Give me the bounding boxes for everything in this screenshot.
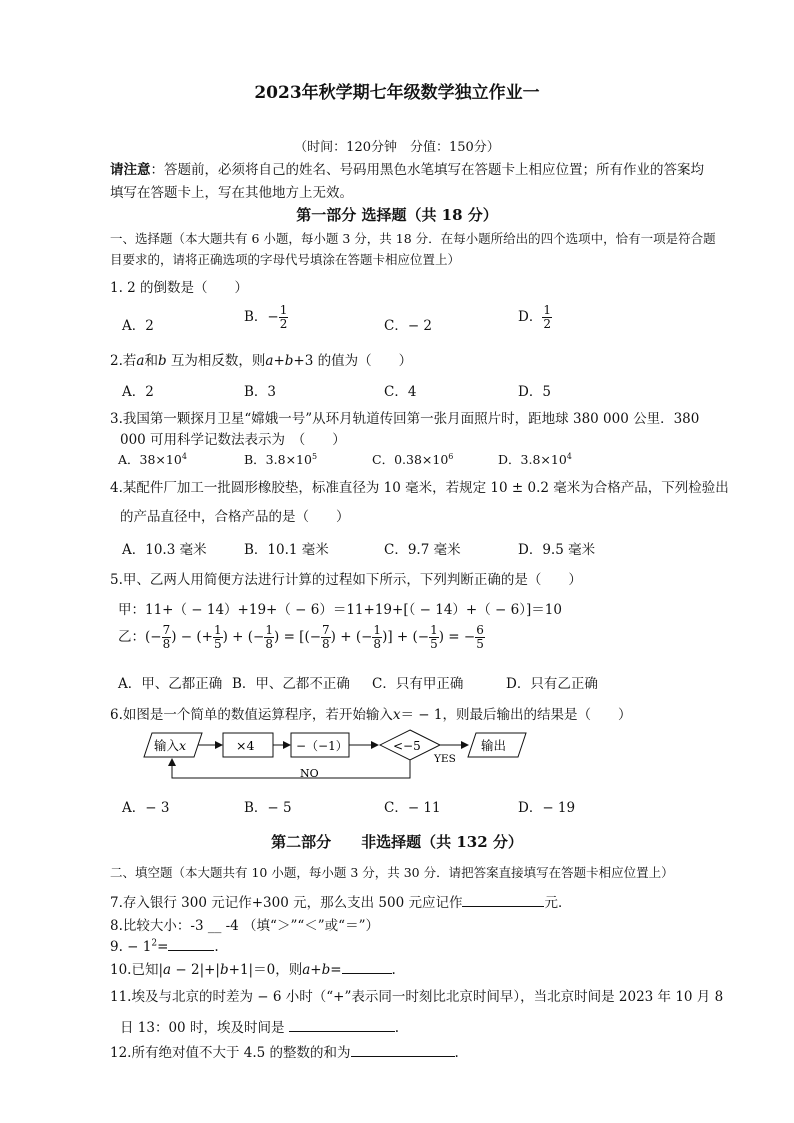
q2-option-d: D．5	[518, 384, 551, 400]
q6-option-b: B．− 5	[244, 800, 292, 816]
flowchart	[140, 728, 540, 786]
q1-option-d	[518, 304, 552, 331]
q10	[110, 958, 396, 978]
q2-var-b: b	[157, 353, 167, 369]
q4-option-c: C．9.7 毫米	[384, 542, 461, 558]
q10-eq: =	[330, 962, 342, 978]
part2-title: 第二部分 非选择题（共 132 分）	[271, 833, 523, 851]
flow-condition-label: <−5	[393, 739, 421, 753]
q10-a: 10.已知|	[110, 962, 164, 978]
q2-stem-c: 互为相反数，则	[166, 353, 266, 369]
q5-yi-p7: ) = −	[438, 629, 476, 645]
q5-option-b: B．甲、乙都不正确	[232, 676, 350, 692]
flow-subtract-label: −（−1）	[296, 739, 348, 753]
q5-frac-7-8-a	[162, 624, 172, 651]
q9-eq: =	[157, 939, 169, 955]
q6-option-d: D．− 19	[518, 800, 576, 816]
q5-num: 1	[265, 623, 274, 637]
q10-b: − 2|+|	[171, 962, 220, 978]
q2-stem-b: 和	[144, 353, 158, 369]
q2-stem	[110, 349, 412, 369]
q1-option-b-prefix: B．−	[244, 309, 279, 325]
q5-stem: 5.甲、乙两人用简便方法进行计算的过程如下所示，下列判断正确的是（ ）	[110, 572, 582, 588]
q5-yi-p6: )] + (−	[382, 629, 430, 645]
q11-line1: 11.埃及与北京的时差为 − 6 小时（“+”表示同一时刻比北京时间早），当北京时间是 2023 年 10 月 8	[110, 989, 724, 1005]
q5-jia: 甲：11+（ − 14）+19+（ − 6）＝11+19+[（ − 14）+（ − 6）]＝10	[118, 602, 562, 618]
q9-tail: .	[214, 939, 219, 955]
q5-den: 8	[162, 637, 171, 651]
q2-stem-d: 3 的值为（ ）	[304, 353, 413, 369]
q4-line1: 4.某配件厂加工一批圆形橡胶垫，标准直径为 10 毫米，若规定 10 ± 0.2 毫米为合格产品，下列检验出	[110, 480, 729, 496]
q12-text: 12.所有绝对值不大于 4.5 的整数的和为	[110, 1045, 351, 1061]
flow-yes-label: YES	[434, 753, 456, 765]
q2-var-a: a	[136, 353, 145, 369]
q4-option-a: A．10.3 毫米	[122, 542, 207, 558]
q5-frac-7-8-b	[321, 624, 331, 651]
q5-yi-p3: ) + (−	[222, 629, 265, 645]
q5-frac-1-8-b	[372, 624, 382, 651]
q3-option-a	[118, 450, 187, 468]
q5-den: 8	[373, 637, 382, 651]
notice	[110, 159, 710, 205]
part2-section: 二、填空题（本大题共有 10 小题，每小题 3 分，共 30 分．请把答案直接填写在答题卡相应位置上）	[110, 865, 674, 880]
q5-num: 1	[373, 623, 382, 637]
q5-num: 1	[430, 623, 438, 637]
q6-stem	[110, 703, 632, 723]
q3-line2: 000 可用科学记数法表示为 （ ）	[120, 432, 346, 448]
page-title: 2023年秋学期七年级数学独立作业一	[254, 83, 540, 103]
exam-info: （时间：120分钟 分值：150分）	[294, 140, 500, 155]
q5-yi-p5: ) + (−	[330, 629, 373, 645]
q10-blank	[342, 959, 392, 974]
q1-b-denominator: 2	[279, 317, 288, 331]
q10-c: +1|＝0，则	[228, 962, 303, 978]
q1-option-c: C．− 2	[384, 318, 433, 334]
q6-option-a: A．− 3	[122, 800, 170, 816]
q9	[110, 936, 219, 955]
q12-blank	[351, 1042, 455, 1057]
q1-option-a: A．2	[122, 318, 154, 334]
q3-line1: 3.我国第一颗探月卫星“嫦娥一号”从环月轨道传回第一张月面照片时，距地球 380 000 公里．380	[110, 411, 700, 427]
q5-num: 7	[322, 623, 330, 637]
q3-option-b	[244, 450, 317, 468]
q6-stem-b: ＝ − 1，则最后输出的结果是（ ）	[400, 707, 632, 723]
q1-d-numerator: 1	[543, 303, 551, 317]
q3-option-c	[372, 450, 453, 468]
q6-option-c: C．− 11	[384, 800, 441, 816]
q9-exp: 2	[151, 938, 158, 949]
q9-blank	[168, 936, 214, 951]
q1-b-numerator: 1	[279, 303, 288, 317]
q2-option-a: A．2	[122, 384, 154, 400]
q1-option-d-prefix: D．	[518, 309, 543, 325]
notice-label: 请注意	[110, 162, 151, 178]
q3-b-exp: 5	[311, 451, 318, 461]
q3-a-exp: 4	[181, 451, 187, 461]
q1-option-d-fraction	[542, 304, 552, 331]
q5-frac-1-5-a	[213, 624, 223, 651]
q10-expr: a+b	[302, 962, 331, 978]
q11-line2	[120, 1016, 399, 1036]
q11-tail: .	[394, 1020, 400, 1036]
q7	[110, 891, 571, 911]
q5-yi-p2: ) − (+	[171, 629, 213, 645]
flow-input-label: 输入x	[154, 738, 187, 753]
q10-var-a: a	[163, 962, 172, 978]
q10-tail: .	[391, 962, 396, 978]
flow-no-label: NO	[300, 767, 319, 780]
notice-text: ：答题前，必须将自己的姓名、号码用黑色水笔填写在答题卡上相应位置；所有作业的答案均填写在答题卡上，写在其他地方上无效。	[110, 162, 704, 201]
q5-option-d: D．只有乙正确	[506, 676, 598, 692]
q5-option-c: C．只有甲正确	[372, 676, 464, 692]
q9-text: 9. − 1	[110, 939, 152, 955]
q1-option-b-fraction	[279, 304, 289, 331]
q3-c-exp: 6	[448, 451, 454, 461]
q5-num: 6	[476, 623, 484, 637]
q3-b-base: B．3.8×10	[244, 452, 312, 467]
q10-var-b: b	[220, 962, 229, 978]
q8: 8.比较大小：-3 __ -4 （填“＞”“＜”或“＝”）	[110, 918, 379, 934]
q1-d-denominator: 2	[543, 317, 551, 331]
q12-tail: .	[454, 1045, 459, 1061]
q7-blank	[462, 892, 544, 907]
flow-multiply-label: ×4	[236, 738, 255, 753]
part1-section: 一、选择题（本大题共有 6 小题，每小题 3 分，共 18 分．在每小题所给出的四个选项中，恰有一项是符合题目要求的，请将正确选项的字母代号填涂在答题卡相应位置上）	[110, 231, 716, 267]
q5-den: 8	[265, 637, 274, 651]
q2-option-b: B．3	[244, 384, 277, 400]
flow-output-label: 输出	[481, 738, 507, 753]
q5-yi-p4: ) = [(−	[274, 629, 322, 645]
q5-num: 1	[213, 623, 222, 637]
q11-line2-text: 日 13：00 时，埃及时间是	[120, 1020, 285, 1036]
q3-c-base: C．0.38×10	[372, 452, 449, 467]
q4-option-b: B．10.1 毫米	[244, 542, 329, 558]
q5-yi	[118, 624, 485, 651]
q5-den: 5	[430, 637, 438, 651]
q5-frac-6-5	[475, 624, 485, 651]
part1-title: 第一部分 选择题（共 18 分）	[296, 206, 498, 224]
q2-option-c: C．4	[384, 384, 417, 400]
q5-yi-label: 乙：	[118, 629, 145, 645]
q3-d-exp: 4	[566, 451, 572, 461]
q4-option-d: D．9.5 毫米	[518, 542, 596, 558]
q5-den: 5	[476, 637, 484, 651]
q3-d-base: D．3.8×10	[498, 452, 567, 467]
q5-yi-p1: (−	[145, 629, 162, 645]
q4-line2: 的产品直径中，合格产品的是（ ）	[120, 509, 350, 525]
q11-blank	[289, 1017, 395, 1032]
q1-stem: 1. 2 的倒数是（ ）	[110, 280, 249, 296]
q7-tail: 元．	[544, 895, 572, 911]
q7-text: 7.存入银行 300 元记作+300 元，那么支出 500 元应记作	[110, 895, 463, 911]
flow-arrow-no-loop	[172, 759, 410, 778]
q12	[110, 1041, 459, 1061]
q3-a-base: A．38×10	[118, 452, 182, 467]
q5-num: 7	[162, 623, 171, 637]
q1-option-b	[244, 304, 288, 331]
q5-den: 5	[213, 637, 222, 651]
q3-option-d	[498, 450, 572, 468]
q6-stem-a: 6.如图是一个简单的数值运算程序，若开始输入	[110, 707, 393, 723]
q5-option-a: A．甲、乙都正确	[118, 676, 223, 692]
q2-stem-a: 2.若	[110, 353, 137, 369]
q5-frac-1-8-a	[264, 624, 274, 651]
q6-var-x: x	[392, 707, 401, 723]
q5-frac-1-5-b	[429, 624, 439, 651]
q5-den: 8	[322, 637, 330, 651]
q2-expr: a+b+	[265, 353, 305, 369]
